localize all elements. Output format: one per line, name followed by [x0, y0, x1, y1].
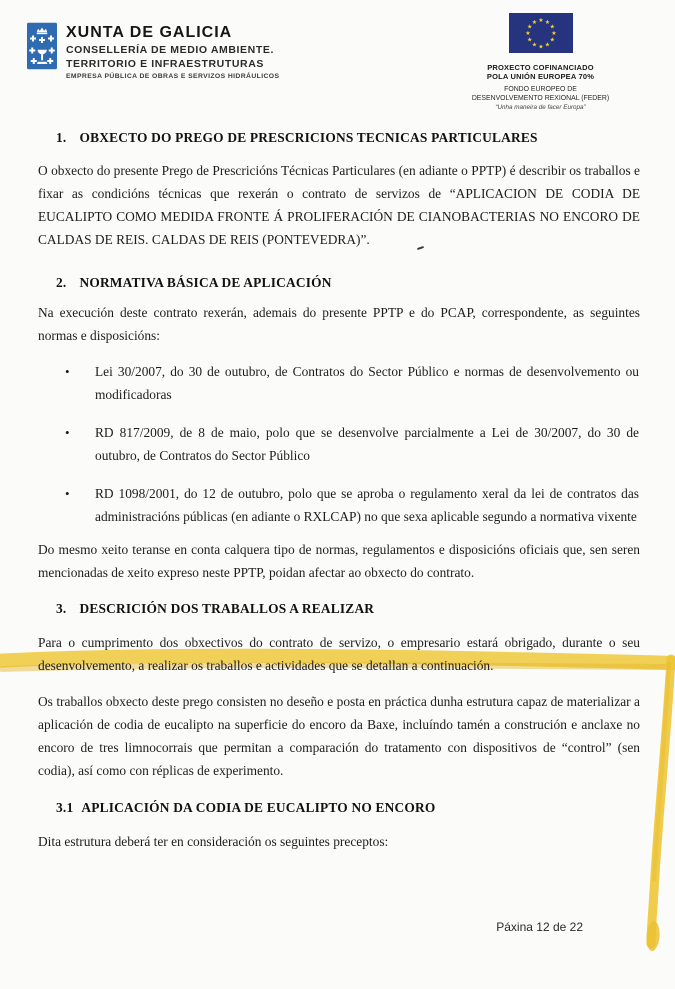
xunta-logo-text — [66, 22, 279, 80]
section-1-paragraph: O obxecto do presente Prego de Prescricións Técnicas Particulares (en adiante o PPTP) é describir os traballos e fixar as condicións técnicas que rexerán o contrato de servizos de “APLICACION DE CODIA DE EUCALIPTO COMO MEDIDA FRONTE Á PROLIFERACIÓN DE CIANOBACTERIAS NO ENCORO DE CALDAS DE REIS. CALDAS DE REIS (PONTEVEDRA)”. — [38, 163, 640, 247]
feder-line-1: FONDO EUROPEO DE — [504, 86, 577, 93]
cofinance-line-2: POLA UNIÓN EUROPEA 70% — [486, 72, 595, 81]
svg-text:★: ★ — [549, 36, 555, 44]
svg-text:★: ★ — [544, 41, 550, 49]
feder-line-2: DESENVOLVEMENTO REXIONAL (FEDER) — [471, 94, 610, 102]
section-3-1-heading — [38, 796, 640, 819]
section-3-1-title: APLICACIÓN DA CODIA DE EUCALIPTO NO ENCORO — [81, 800, 436, 815]
svg-text:★: ★ — [531, 19, 537, 26]
svg-text:★: ★ — [531, 41, 537, 49]
dept-line-2: TERRITORIO E INFRAESTRUTURAS — [66, 57, 265, 70]
document-body — [0, 120, 675, 853]
cofinance-line-1: PROXECTO COFINANCIADO — [487, 63, 594, 72]
page-number: Páxina 12 de 22 — [496, 920, 583, 934]
bullet-item — [65, 482, 640, 528]
section-2-number: 2. — [56, 275, 67, 290]
section-3-paragraph-1: Para o cumprimento dos obxectivos do contrato de servizo, o empresario estará obrigado, durante o seu desenvolvemento, a realizar os traballos e actividades que se detallan a continuación. — [38, 635, 640, 673]
bullet-item — [65, 360, 640, 406]
svg-text:★: ★ — [526, 36, 532, 44]
section-3-1-number: 3.1 — [56, 800, 74, 815]
company-line: EMPRESA PÚBLICA DE OBRAS E SERVIZOS HIDRÁULICOS — [66, 73, 280, 80]
dept-line-1: CONSELLERÍA DE MEDIO AMBIENTE. — [66, 44, 274, 56]
xunta-galicia-emblem-icon — [27, 22, 57, 70]
norms-bullet-list — [38, 360, 640, 528]
section-3-title: DESCRICIÓN DOS TRABALLOS A REALIZAR — [79, 601, 375, 616]
eu-cofinancing-block — [448, 13, 633, 111]
org-name: XUNTA DE GALICIA — [66, 24, 233, 41]
section-2-intro-paragraph: Na execución deste contrato rexerán, ademais do presente PPTP e do PCAP, correspondente, as seguintes normas e disposicións: — [38, 305, 640, 343]
svg-text:★: ★ — [537, 17, 544, 24]
eu-flag-icon — [509, 17, 573, 57]
bullet-text: Lei 30/2007, do 30 de outubro, de Contratos do Sector Público e normas de desenvolvemento ou modificadoras — [95, 364, 639, 402]
svg-text:★: ★ — [526, 23, 532, 31]
svg-text:★: ★ — [549, 23, 555, 31]
eu-slogan: “Unha maneira de facer Europa” — [495, 104, 586, 111]
section-3-paragraph-2: Os traballos obxecto deste prego consisten no deseño e posta en práctica dunha estrutura capaz de materializar a aplicación de codia de eucalipto na superficie do encoro da Baxe, incluíndo tamén a construción e anclaxe no encoro de tres limnocorrais que permitan a comparación do tratamento con dispositivos de “control” (sen codia), así como con réplicas de experimento. — [38, 694, 640, 778]
section-2-heading — [38, 271, 640, 294]
section-3-number: 3. — [56, 601, 67, 616]
svg-text:★: ★ — [544, 19, 550, 26]
section-3-1-paragraph: Dita estrutura deberá ter en consideración os seguintes preceptos: — [38, 834, 389, 849]
section-3-heading — [38, 597, 640, 620]
section-1-heading — [38, 126, 640, 149]
bullet-icon: • — [65, 425, 70, 440]
bullet-text: RD 817/2009, de 8 de maio, polo que se desenvolve parcialmente a Lei de 30/2007, do 30 de outubro, de Contratos do Sector Público — [95, 425, 639, 463]
section-2-title: NORMATIVA BÁSICA DE APLICACIÓN — [79, 275, 332, 290]
bullet-icon: • — [65, 364, 70, 379]
bullet-text: RD 1098/2001, do 12 de outubro, polo que se aproba o regulamento xeral da lei de contratos das administracións públicas (en adiante o RXLCAP) no que sexa aplicable segundo a normativa vixente — [95, 486, 639, 524]
bullet-item — [65, 421, 640, 467]
svg-text:★: ★ — [537, 43, 544, 51]
section-1-number: 1. — [56, 130, 67, 145]
section-2-closing-paragraph: Do mesmo xeito teranse en conta calquera tipo de normas, regulamentos e disposicións oficiais que, sen seren mencionadas de xeito expreso neste PPTP, poidan afectar ao obxecto do contrato. — [38, 542, 640, 580]
svg-text:★: ★ — [524, 30, 531, 38]
xunta-logo-block — [27, 22, 279, 80]
section-1-title: OBXECTO DO PREGO DE PRESCRICIONS TECNICAS PARTICULARES — [79, 130, 538, 145]
bullet-icon: • — [65, 486, 70, 501]
svg-text:★: ★ — [550, 30, 557, 38]
